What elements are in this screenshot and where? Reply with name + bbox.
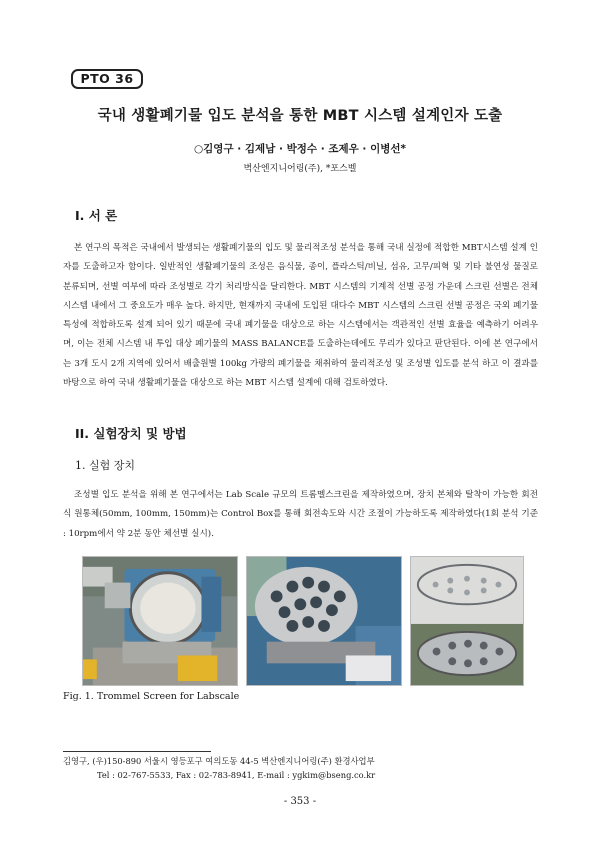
paper-title: 국내 생활폐기물 입도 분석을 통한 MBT 시스템 설계인자 도출 (97, 108, 503, 124)
affiliation: 벽산엔지니어링(주), *포스벨 (243, 164, 357, 174)
footnote-contact: Tel : 02-767-5533, Fax : 02-783-8941, E-mail : ygkim@bseng.co.kr (97, 770, 376, 780)
author-list: ○김영구 · 김제남 · 박정수 · 조제우 · 이병선* (194, 143, 406, 155)
section-heading-methods: II. 실험장치 및 방법 (75, 426, 187, 441)
section-heading-introduction: I. 서 론 (75, 208, 118, 223)
introduction-paragraph: 본 연구의 목적은 국내에서 발생되는 생활폐기물의 입도 및 물리적조성 분석을 통해 국내 실정에 적합한 MBT시스템 설계 인자를 도출하고자 함이다. 일반적인 생활폐기물의 조성은 음식물, 종이, 플라스틱/비닐, 섬유, 고무/피혁 및 기타 불연성 물질로 분류되며, 선별 여부에 따라 조성별로 각기 처리방식을 달리한다. MBT 시스템의 기계적 선별 공정 가운데 스크린 선별은 전체 시스템 내에서 그 중요도가 매우 높다. 하지만, 현재까지 국내에 도입된 대다수 MBT 시스템의 스크린 선별 공정은 국외 폐기물 특성에 적합하도록 설계 되어 있기 때문에 국내 폐기물을 대상으로 하는 시스템에서는 객관적인 선별 효율을 예측하기 어려우며, 이는 전체 시스템 내 투입 대상 폐기물의 MASS BALANCE를 도출하는데에도 무리가 있다고 판단된다. 이에 본 연구에서는 3개 도시 2개 지역에 있어서 배출원별 100kg 가량의 폐기물을 채취하여 물리적조성 및 조성별 입도를 분석 하고 이 결과를 바탕으로 하여 국내 생활폐기물을 대상으로 하는 MBT 시스템 설계에 대해 검토하였다. (63, 243, 538, 389)
page-number: - 353 - (283, 796, 317, 807)
figure-caption: Fig. 1. Trommel Screen for Labscale (63, 691, 240, 702)
photo-trommel-drum (246, 556, 402, 686)
photo-trommel-drums (410, 556, 524, 686)
footnote-address: 김영구, (우)150-890 서울시 영등포구 여의도동 44-5 벽산엔지니어링(주) 환경사업부 (63, 756, 375, 766)
subsection-heading-apparatus: 1. 실험 장치 (75, 459, 135, 472)
photo-trommel-device (82, 556, 238, 686)
paper-id-badge: PTO 36 (71, 69, 143, 89)
apparatus-paragraph: 조성별 입도 분석을 위해 본 연구에서는 Lab Scale 규모의 트롬멜스크린을 제작하였으며, 장치 본체와 탈착이 가능한 회전식 원통체(50mm, 100mm, 150mm)는 Control Box를 통해 회전속도와 시간 조절이 가능하도록 제작하였다(1회 분석 기준 : 10rpm에서 약 2분 동안 체선별 실시). (63, 490, 538, 539)
footnote-divider (63, 751, 211, 752)
